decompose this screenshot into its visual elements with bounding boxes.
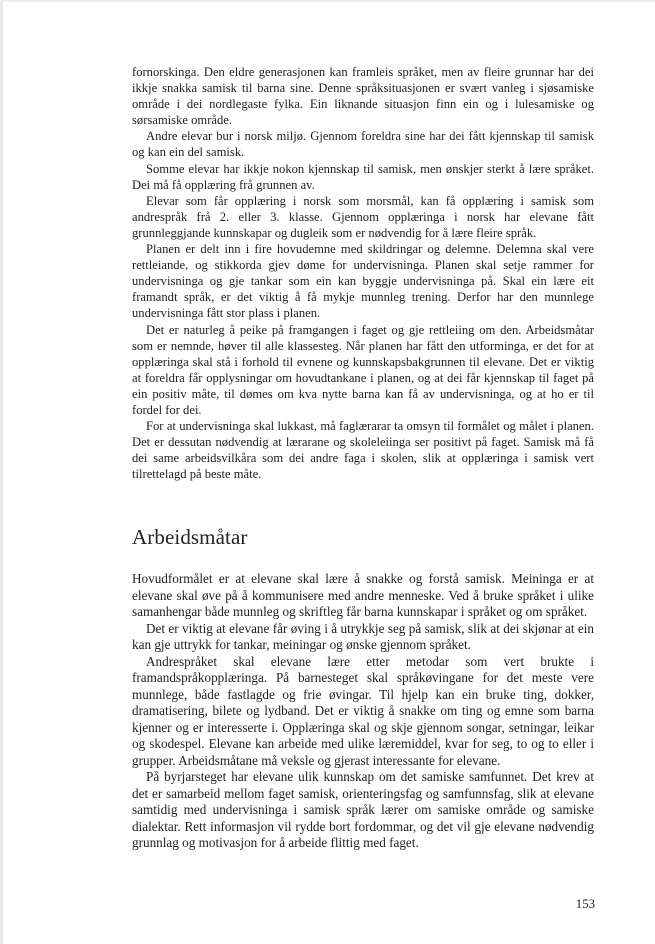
paragraph: Hovudformålet er at elevane skal lære å snakke og forstå samisk. Meininga er at elevane skal øve på å kommunisere med andre menneske. Ved å bruke språket i ulike samanhengar både munnleg og skriftleg får barna kunnskapar i språket og om språket. xyxy=(132,571,594,620)
section-arbeidsmatar xyxy=(132,571,594,852)
paragraph: For at undervisninga skal lukkast, må faglærarar ta omsyn til formålet og målet i planen. Det er dessutan nødvendig at lærarane og skoleleiinga ser positivt på faget. Samisk må få dei same arbeidsvilkåra som dei andre faga i skolen, slik at opplæringa i samisk vert tilrettelagd på beste måte. xyxy=(132,419,594,482)
text-column xyxy=(132,64,594,852)
paragraph: Andre elevar bur i norsk miljø. Gjennom foreldra sine har dei fått kjennskap til samisk og kan ein del samisk. xyxy=(132,129,594,160)
paragraph: Elevar som får opplæring i norsk som morsmål, kan få opplæring i samisk som andrespråk frå 2. eller 3. klasse. Gjennom opplæringa i norsk har elevane fått grunnleggjande kunnskapar og dugleik som er nødvendig for å lære fleire språk. xyxy=(132,193,594,240)
section-heading: Arbeidsmåtar xyxy=(132,525,248,550)
paragraph: På byrjarsteget har elevane ulik kunnskap om det samiske samfunnet. Det krev at det er samarbeid mellom faget samisk, orienteringsfag og samfunnsfag, slik at elevane samtidig med undervisninga i samisk språk lærer om samiske område og samiske dialektar. Rett informasjon vil rydde bort fordommar, og det vil gje elevane nødvendig grunnlag og motivasjon for å arbeide flittig med faget. xyxy=(132,769,594,851)
scan-edge-top xyxy=(0,0,655,2)
paragraph: fornorskinga. Den eldre generasjonen kan framleis språket, men av fleire grunnar har dei ikkje snakka samisk til barna sine. Denne språksituasjonen er svært vanleg i sjøsamiske område i dei nordlegaste fylka. Ein liknande situasjon finn ein og i lulesamiske og sørsamiske område. xyxy=(132,65,594,128)
paragraph: Det er naturleg å peike på framgangen i faget og gje rettleiing om den. Arbeidsmåtar som er nemnde, høver til alle klassesteg. Når planen har fått den utforminga, er det for at opplæringa skal stå i forhold til evnene og kunnskapsbakgrunnen til elevane. Det er viktig at foreldra får opplysningar om hovudtankane i planen, og at dei får kjennskap til faget på ein positiv måte, til dømes om kva nytte barna kan få av undervisninga, og at ho er til fordel for dei. xyxy=(132,322,594,417)
scan-edge xyxy=(0,0,3,944)
paragraph: Somme elevar har ikkje nokon kjennskap til samisk, men ønskjer sterkt å lære språket. Dei må få opplæring frå grunnen av. xyxy=(132,161,594,192)
paragraph: Det er viktig at elevane får øving i å utrykkje seg på samisk, slik at dei skjønar at ein kan gje uttrykk for tankar, meiningar og ønske gjennom språket. xyxy=(132,620,594,653)
paragraph: Planen er delt inn i fire hovudemne med skildringar og delemne. Delemna skal vere rettleiande, og stikkorda gjev døme for undervisninga. Planen skal setje rammer for undervisninga og gje tankar som ein kan byggje undervisninga på. Skal ein lære eit framandt språk, er det viktig å få mykje munnleg trening. Derfor har den munnlege undervisninga fått stor plass i planen. xyxy=(132,242,594,321)
page-number: 153 xyxy=(575,897,595,911)
section-intro xyxy=(132,64,594,482)
paragraph: Andrespråket skal elevane lære etter metodar som vert brukte i framandspråkopplæringa. På barnesteget skal språkøvingane for det meste vere munnlege, både fastlagde og frie øvingar. Til hjelp kan ein bruke ting, dokker, dramatisering, bilete og lydband. Det er viktig å snakke om ting og emne som barna kjenner og er interesserte i. Opplæringa skal og skje gjennom songar, setningar, leikar og skodespel. Elevane kan arbeide med ulike læremiddel, kvar for seg, to og to eller i grupper. Arbeidsmåtane må veksle og gjerast interessante for elevane. xyxy=(132,653,594,768)
